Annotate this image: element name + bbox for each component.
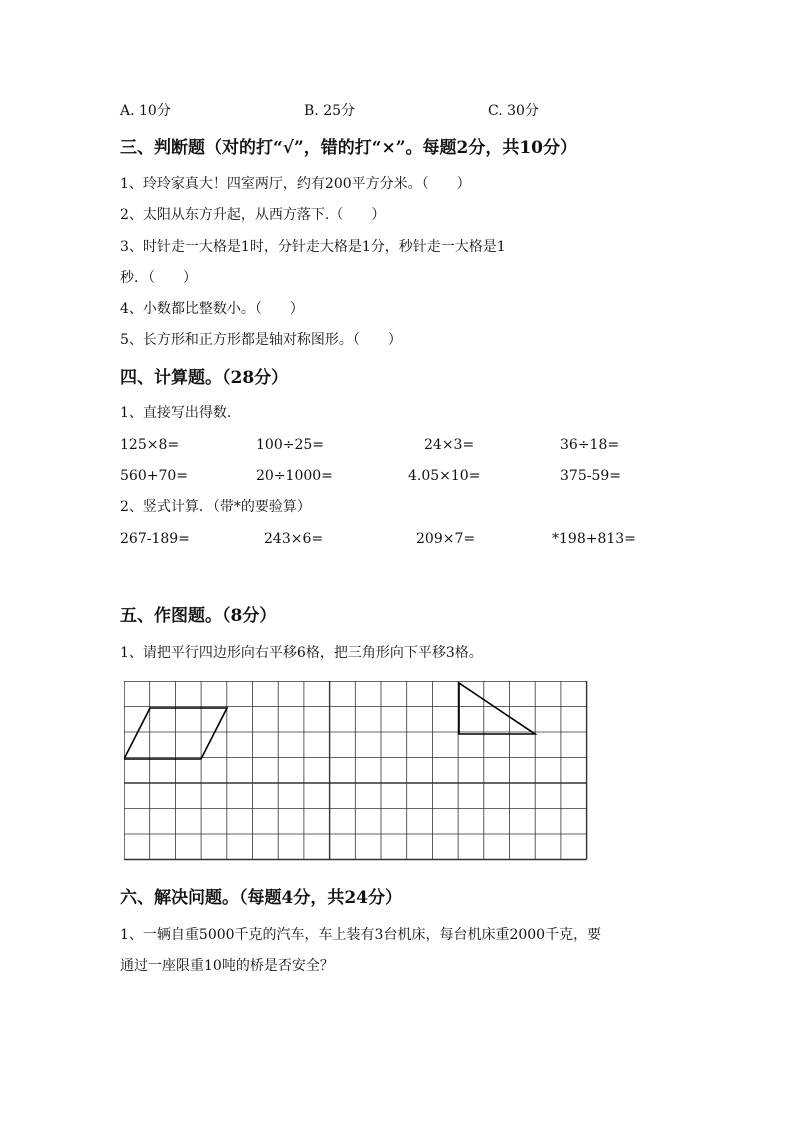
- calc-expr: 560+70=: [120, 468, 188, 484]
- calc-expr: 20÷1000=: [256, 468, 333, 484]
- calc-expr: 100÷25=: [256, 437, 324, 453]
- drawing-grid: [124, 681, 590, 863]
- judge-item-2: 2、太阳从东方升起，从西方落下.（ ）: [120, 207, 386, 223]
- option-b: B. 25分: [304, 103, 356, 119]
- calc-expr: 36÷18=: [560, 437, 620, 453]
- judge-item-3-cont: 秒．（ ）: [120, 270, 197, 286]
- vertical-calc-expr: 243×6=: [264, 531, 324, 547]
- section6-heading: 六、解决问题。（每题4分，共24分）: [120, 888, 402, 908]
- calc-expr: 375-59=: [560, 468, 621, 484]
- calc-expr: 125×8=: [120, 437, 180, 453]
- option-c: C. 30分: [488, 103, 539, 119]
- problem-q1-line2: 通过一座限重10吨的桥是否安全？: [120, 958, 334, 974]
- vertical-calc-expr: 209×7=: [416, 531, 476, 547]
- section4-heading: 四、计算题。（28分）: [120, 368, 289, 388]
- section3-heading: 三、判断题（对的打“√”，错的打“×”。每题2分，共10分）: [120, 138, 578, 158]
- problem-q1-line1: 1、一辆自重5000千克的汽车，车上装有3台机床，每台机床重2000千克，要: [120, 927, 602, 943]
- calc-expr: 4.05×10=: [408, 468, 481, 484]
- calc-expr: 24×3=: [424, 437, 475, 453]
- judge-item-5: 5、长方形和正方形都是轴对称图形。（ ）: [120, 332, 402, 348]
- judge-item-1: 1、玲玲家真大！四室两厅，约有200平方分米。（ ）: [120, 176, 471, 192]
- option-a: A. 10分: [120, 103, 171, 119]
- triangle-shape: [459, 683, 535, 734]
- calc-q2: 2、竖式计算．（带*的要验算）: [120, 499, 311, 515]
- vertical-calc-expr: 267-189=: [120, 531, 190, 547]
- calc-q1: 1、直接写出得数.: [120, 405, 232, 421]
- judge-item-3: 3、时针走一大格是1时，分针走大格是1分，秒针走一大格是1: [120, 239, 506, 255]
- section5-heading: 五、作图题。（8分）: [120, 606, 277, 626]
- vertical-calc-expr: *198+813=: [552, 531, 636, 547]
- drawing-q1: 1、请把平行四边形向右平移6格，把三角形向下平移3格。: [120, 645, 483, 661]
- judge-item-4: 4、小数都比整数小。（ ）: [120, 301, 304, 317]
